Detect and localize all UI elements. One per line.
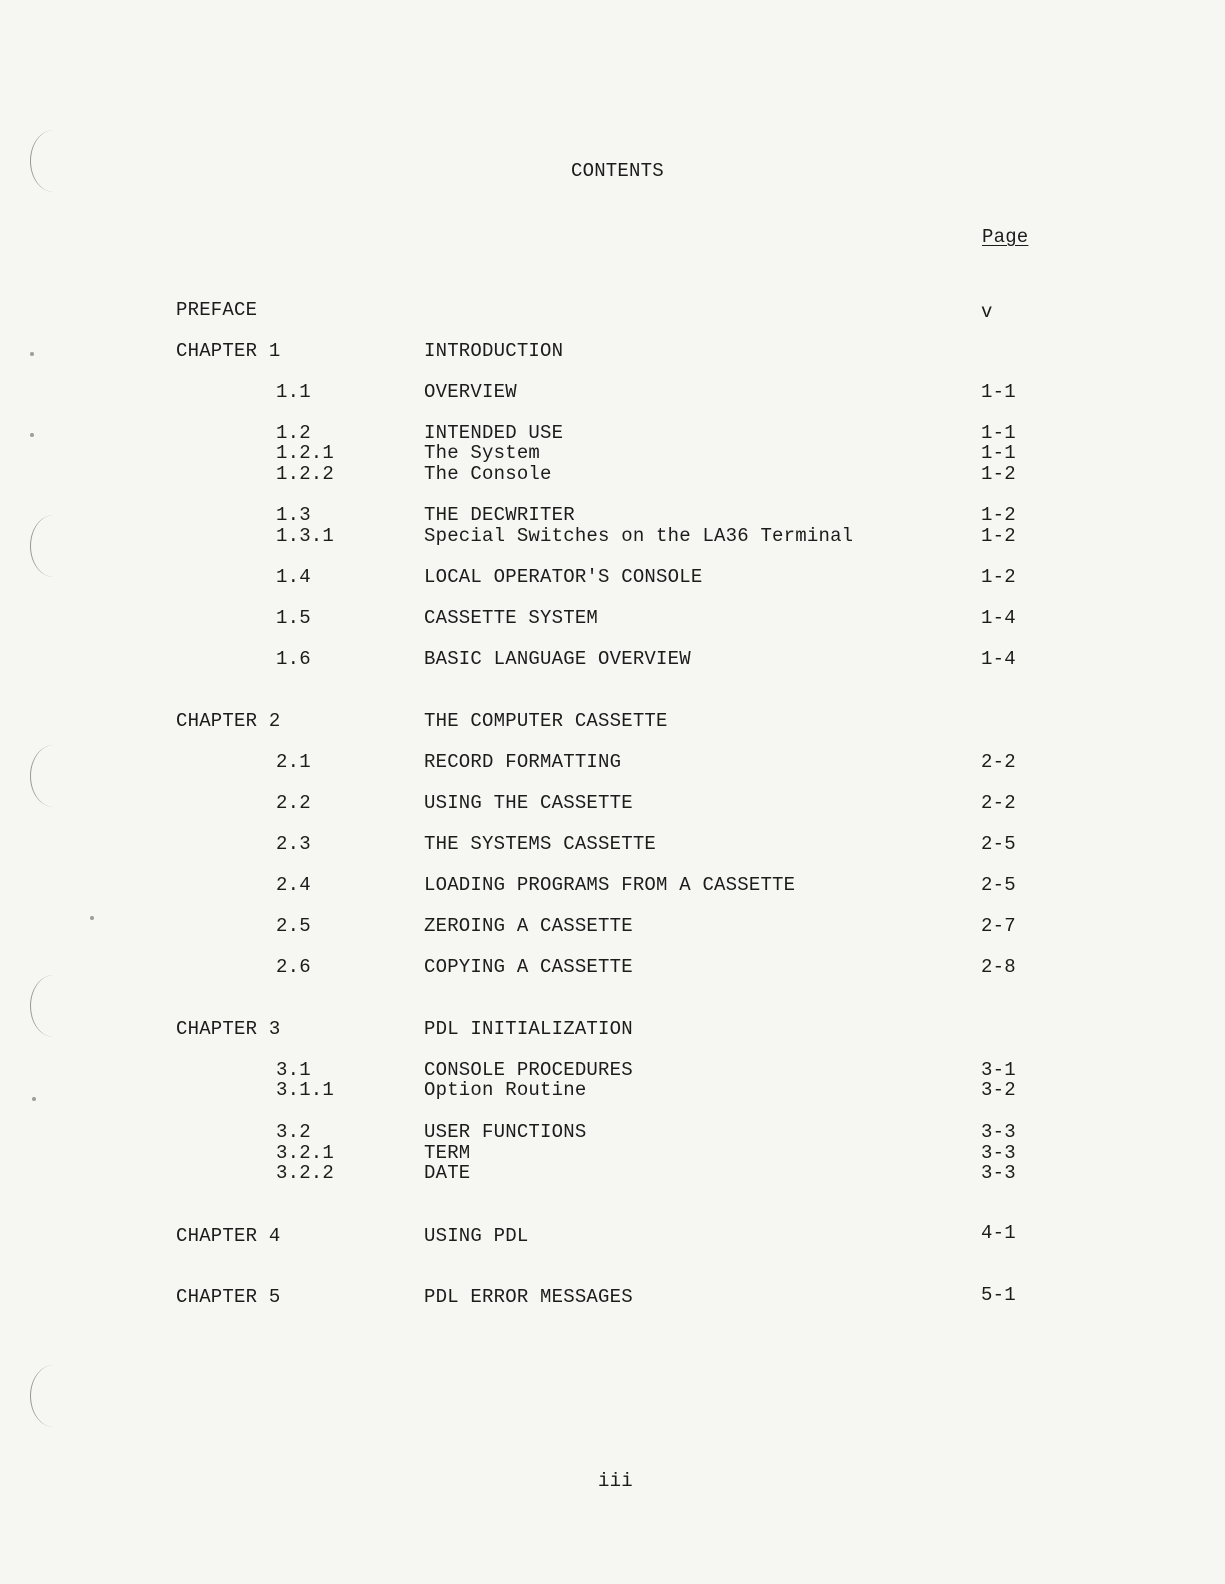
scan-speck bbox=[30, 433, 34, 437]
entry-title: LOADING PROGRAMS FROM A CASSETTE bbox=[424, 874, 796, 896]
entry-section: 2.5 bbox=[276, 915, 311, 937]
binder-hole-mark bbox=[30, 130, 77, 192]
binder-hole-mark bbox=[30, 515, 77, 577]
entry-page: 3-3 bbox=[981, 1162, 1016, 1184]
entry-page: 5-1 bbox=[981, 1284, 1016, 1306]
entry-section: 2.2 bbox=[276, 792, 311, 814]
entry-title: OVERVIEW bbox=[424, 381, 517, 403]
entry-title: TERM bbox=[424, 1142, 471, 1164]
entry-title: LOCAL OPERATOR'S CONSOLE bbox=[424, 566, 703, 588]
entry-page: 2-2 bbox=[981, 792, 1016, 814]
page-column-header: Page bbox=[982, 226, 1029, 248]
entry-section: 2.3 bbox=[276, 833, 311, 855]
entry-page: 2-7 bbox=[981, 915, 1016, 937]
entry-page: 1-4 bbox=[981, 648, 1016, 670]
entry-chapter: PREFACE bbox=[176, 299, 258, 321]
entry-title: USING PDL bbox=[424, 1225, 529, 1247]
binder-hole-mark bbox=[30, 975, 77, 1037]
entry-page: v bbox=[981, 301, 993, 323]
entry-chapter: CHAPTER 4 bbox=[176, 1225, 281, 1247]
entry-section: 2.1 bbox=[276, 751, 311, 773]
entry-chapter: CHAPTER 3 bbox=[176, 1018, 281, 1040]
entry-title: The Console bbox=[424, 463, 552, 485]
entry-page: 1-4 bbox=[981, 607, 1016, 629]
entry-section: 3.2.2 bbox=[276, 1162, 335, 1184]
entry-title: INTENDED USE bbox=[424, 422, 564, 444]
entry-page: 2-8 bbox=[981, 956, 1016, 978]
entry-section: 1.6 bbox=[276, 648, 311, 670]
entry-title: DATE bbox=[424, 1162, 471, 1184]
entry-title: PDL INITIALIZATION bbox=[424, 1018, 633, 1040]
entry-title: Option Routine bbox=[424, 1079, 587, 1101]
entry-section: 2.6 bbox=[276, 956, 311, 978]
entry-title: CASSETTE SYSTEM bbox=[424, 607, 599, 629]
entry-title: ZEROING A CASSETTE bbox=[424, 915, 633, 937]
scan-speck bbox=[90, 916, 94, 920]
entry-section: 1.4 bbox=[276, 566, 311, 588]
scan-speck bbox=[30, 352, 34, 356]
footer-page-number: iii bbox=[598, 1470, 633, 1492]
entry-chapter: CHAPTER 2 bbox=[176, 710, 281, 732]
entry-chapter: CHAPTER 1 bbox=[176, 340, 281, 362]
entry-section: 1.2.2 bbox=[276, 463, 335, 485]
entry-page: 1-2 bbox=[981, 525, 1016, 547]
entry-title: INTRODUCTION bbox=[424, 340, 564, 362]
entry-page: 3-3 bbox=[981, 1142, 1016, 1164]
entry-page: 1-1 bbox=[981, 381, 1016, 403]
entry-section: 1.5 bbox=[276, 607, 311, 629]
entry-title: BASIC LANGUAGE OVERVIEW bbox=[424, 648, 691, 670]
entry-section: 3.2.1 bbox=[276, 1142, 335, 1164]
entry-page: 3-3 bbox=[981, 1121, 1016, 1143]
binder-hole-mark bbox=[30, 1365, 77, 1427]
entry-page: 2-2 bbox=[981, 751, 1016, 773]
entry-page: 4-1 bbox=[981, 1222, 1016, 1244]
entry-page: 3-1 bbox=[981, 1059, 1016, 1081]
entry-section: 1.1 bbox=[276, 381, 311, 403]
entry-title: Special Switches on the LA36 Terminal bbox=[424, 525, 854, 547]
entry-section: 1.2.1 bbox=[276, 442, 335, 464]
entry-title: THE DECWRITER bbox=[424, 504, 575, 526]
entry-title: COPYING A CASSETTE bbox=[424, 956, 633, 978]
entry-section: 2.4 bbox=[276, 874, 311, 896]
entry-page: 1-2 bbox=[981, 566, 1016, 588]
entry-chapter: CHAPTER 5 bbox=[176, 1286, 281, 1308]
entry-section: 1.3.1 bbox=[276, 525, 335, 547]
entry-section: 1.2 bbox=[276, 422, 311, 444]
entry-page: 3-2 bbox=[981, 1079, 1016, 1101]
entry-title: THE COMPUTER CASSETTE bbox=[424, 710, 668, 732]
scan-speck bbox=[32, 1097, 36, 1101]
entry-section: 3.1.1 bbox=[276, 1079, 335, 1101]
entry-section: 1.3 bbox=[276, 504, 311, 526]
contents-heading: CONTENTS bbox=[571, 160, 664, 182]
entry-page: 1-1 bbox=[981, 422, 1016, 444]
binder-hole-mark bbox=[30, 745, 77, 807]
entry-title: THE SYSTEMS CASSETTE bbox=[424, 833, 657, 855]
entry-title: The System bbox=[424, 442, 541, 464]
entry-title: PDL ERROR MESSAGES bbox=[424, 1286, 633, 1308]
entry-title: USING THE CASSETTE bbox=[424, 792, 633, 814]
entry-page: 1-2 bbox=[981, 504, 1016, 526]
entry-page: 1-1 bbox=[981, 442, 1016, 464]
entry-title: USER FUNCTIONS bbox=[424, 1121, 587, 1143]
entry-page: 1-2 bbox=[981, 463, 1016, 485]
entry-section: 3.1 bbox=[276, 1059, 311, 1081]
entry-title: RECORD FORMATTING bbox=[424, 751, 622, 773]
entry-page: 2-5 bbox=[981, 874, 1016, 896]
entry-title: CONSOLE PROCEDURES bbox=[424, 1059, 633, 1081]
entry-section: 3.2 bbox=[276, 1121, 311, 1143]
entry-page: 2-5 bbox=[981, 833, 1016, 855]
